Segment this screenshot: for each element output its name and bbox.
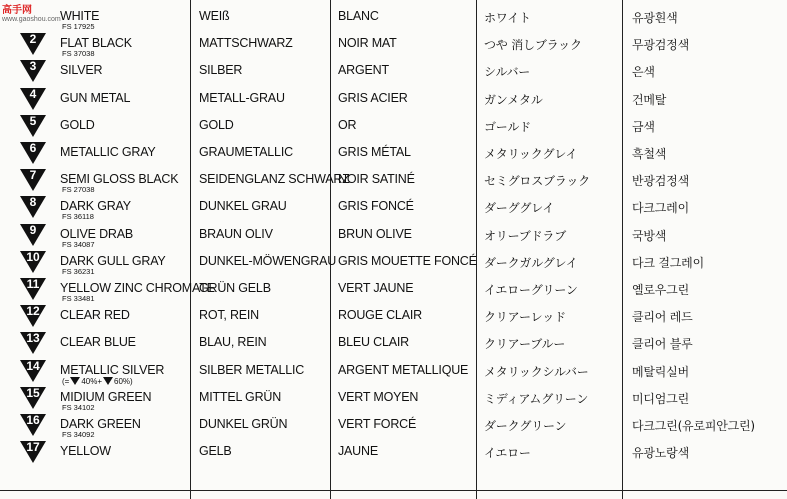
name-korean: 옐로우그린 bbox=[632, 283, 689, 297]
fs-code: FS 36231 bbox=[62, 266, 95, 276]
name-french: BLANC bbox=[338, 9, 379, 23]
table-row bbox=[0, 303, 787, 330]
color-number: 15 bbox=[26, 385, 40, 400]
name-french: BRUN OLIVE bbox=[338, 226, 412, 241]
name-japanese: クリアーレッド bbox=[484, 310, 566, 325]
fs-code: FS 34087 bbox=[62, 239, 95, 249]
name-german: METALL-GRAU bbox=[199, 90, 285, 105]
name-korean: 무광검정색 bbox=[632, 38, 689, 53]
name-japanese: メタリックグレイ bbox=[484, 147, 578, 161]
name-french: GRIS MÉTAL bbox=[338, 145, 411, 159]
name-korean: 미디엄그린 bbox=[632, 391, 689, 406]
name-korean: 클리어 블루 bbox=[632, 337, 693, 352]
name-english: GOLD bbox=[60, 117, 95, 132]
color-number: 9 bbox=[29, 222, 37, 237]
name-french: JAUNE bbox=[338, 444, 378, 459]
table-row bbox=[0, 113, 787, 140]
table-row bbox=[0, 439, 787, 466]
color-number: 6 bbox=[29, 141, 37, 155]
name-german: MITTEL GRÜN bbox=[199, 389, 282, 404]
name-japanese: メタリックシルバー bbox=[484, 364, 589, 379]
name-korean: 흑철색 bbox=[632, 147, 667, 161]
name-japanese: ゴールド bbox=[484, 119, 531, 134]
name-english: DARK GRAY bbox=[60, 199, 131, 214]
name-german: DUNKEL GRAU bbox=[199, 199, 287, 214]
bottom-rule bbox=[0, 490, 787, 491]
table-row bbox=[0, 249, 787, 276]
name-english: DARK GULL GRAY bbox=[60, 253, 166, 268]
name-korean: 다크그린(유로피안그린) bbox=[632, 419, 755, 433]
name-japanese: ホワイト bbox=[484, 11, 531, 25]
name-german: BLAU, REIN bbox=[199, 335, 267, 350]
name-french: ARGENT METALLIQUE bbox=[338, 362, 469, 377]
name-french: GRIS MOUETTE FONCÉ bbox=[338, 253, 477, 268]
name-french: ARGENT bbox=[338, 63, 389, 78]
name-korean: 건메탈 bbox=[632, 92, 667, 107]
table-row bbox=[0, 140, 787, 167]
name-german: SILBER METALLIC bbox=[199, 362, 305, 377]
color-number: 14 bbox=[26, 358, 40, 373]
name-korean: 국방색 bbox=[632, 228, 667, 243]
color-number: 13 bbox=[26, 331, 40, 346]
table-row bbox=[0, 222, 787, 249]
fs-code: FS 33481 bbox=[62, 294, 95, 303]
name-japanese: ダーググレイ bbox=[484, 201, 555, 216]
name-english: OLIVE DRAB bbox=[60, 226, 134, 241]
color-number: 16 bbox=[26, 413, 40, 427]
name-japanese: ミディアムグリーン bbox=[484, 391, 589, 406]
color-number: 2 bbox=[29, 32, 37, 47]
name-english: CLEAR BLUE bbox=[60, 335, 136, 350]
mini-badge-icon bbox=[103, 377, 113, 385]
name-english: GUN METAL bbox=[60, 90, 131, 105]
name-german: MATTSCHWARZ bbox=[199, 36, 293, 51]
name-french: ROUGE CLAIR bbox=[338, 308, 422, 323]
name-english: MIDIUM GREEN bbox=[60, 389, 152, 404]
color-number: 5 bbox=[29, 113, 37, 128]
name-german: ROT, REIN bbox=[199, 308, 260, 323]
name-german: SILBER bbox=[199, 63, 243, 78]
table-row bbox=[0, 4, 787, 31]
table-row bbox=[0, 167, 787, 194]
name-japanese: セミグロスブラック bbox=[484, 174, 590, 189]
name-korean: 다크그레이 bbox=[632, 201, 689, 216]
color-number: 7 bbox=[29, 168, 37, 183]
color-number: 12 bbox=[26, 304, 40, 319]
name-french: NOIR MAT bbox=[338, 36, 397, 51]
name-german: GOLD bbox=[199, 117, 234, 132]
name-french: GRIS FONCÉ bbox=[338, 199, 414, 214]
name-korean: 유광흰색 bbox=[632, 11, 678, 25]
fs-code: FS 34092 bbox=[62, 430, 95, 439]
mix-ratio: (= 40%+ 60%) bbox=[62, 376, 133, 386]
fs-code: FS 37038 bbox=[62, 49, 95, 59]
name-french: VERT FORCÉ bbox=[338, 417, 417, 431]
table-row bbox=[0, 58, 787, 85]
fs-code: FS 34102 bbox=[62, 402, 95, 412]
name-english: SEMI GLOSS BLACK bbox=[60, 172, 179, 187]
name-french: GRIS ACIER bbox=[338, 90, 408, 105]
name-english: YELLOW ZINC CHROMATE bbox=[60, 281, 215, 295]
table-row bbox=[0, 412, 787, 439]
name-english: SILVER bbox=[60, 63, 103, 78]
table-row bbox=[0, 276, 787, 303]
name-german: DUNKEL GRÜN bbox=[199, 417, 288, 431]
name-japanese: ダークガルグレイ bbox=[484, 255, 578, 270]
watermark-logo: 高手网 www.gaoshou.com bbox=[2, 5, 61, 23]
name-french: VERT MOYEN bbox=[338, 389, 419, 404]
name-korean: 다크 걸그레이 bbox=[632, 255, 704, 270]
name-french: NOIR SATINÉ bbox=[338, 172, 415, 187]
name-english: YELLOW bbox=[60, 444, 111, 459]
fs-code: FS 17925 bbox=[62, 22, 95, 31]
table-row bbox=[0, 358, 787, 385]
name-german: DUNKEL-MÖWENGRAU bbox=[199, 253, 337, 268]
name-korean: 메탈릭실버 bbox=[632, 364, 689, 379]
name-english: WHITE bbox=[60, 9, 100, 23]
name-german: WEIß bbox=[199, 9, 230, 23]
name-japanese: イエローグリーン bbox=[484, 283, 578, 297]
color-number: 17 bbox=[26, 440, 40, 455]
color-number: 8 bbox=[29, 195, 37, 210]
name-japanese: ガンメタル bbox=[484, 92, 543, 107]
fs-code: FS 27038 bbox=[62, 185, 95, 195]
name-korean: 은색 bbox=[632, 65, 655, 80]
name-german: GRAUMETALLIC bbox=[199, 145, 293, 159]
color-number: 11 bbox=[26, 277, 40, 291]
table-row bbox=[0, 385, 787, 412]
name-korean: 금색 bbox=[632, 119, 655, 134]
table-row bbox=[0, 330, 787, 357]
name-french: VERT JAUNE bbox=[338, 281, 414, 295]
name-english: FLAT BLACK bbox=[60, 36, 132, 51]
name-german: GRÜN GELB bbox=[199, 281, 271, 295]
name-french: OR bbox=[338, 117, 357, 132]
name-korean: 유광노랑색 bbox=[632, 446, 689, 461]
name-german: GELB bbox=[199, 444, 232, 459]
name-english: CLEAR RED bbox=[60, 308, 130, 323]
fs-code: FS 36118 bbox=[62, 212, 94, 222]
name-korean: 반광검정색 bbox=[632, 174, 689, 189]
table-row bbox=[0, 31, 787, 58]
color-number: 10 bbox=[26, 249, 40, 264]
name-english: METALLIC GRAY bbox=[60, 145, 156, 159]
table-row bbox=[0, 86, 787, 113]
color-number: 3 bbox=[29, 59, 37, 74]
name-japanese: イエロー bbox=[484, 446, 531, 461]
name-japanese: シルバー bbox=[484, 65, 531, 80]
color-number: 4 bbox=[29, 86, 37, 101]
name-english: DARK GREEN bbox=[60, 417, 141, 431]
name-german: SEIDENGLANZ SCHWARZ bbox=[199, 172, 350, 187]
name-japanese: クリアーブルー bbox=[484, 337, 566, 352]
mini-badge-icon bbox=[70, 377, 80, 385]
name-japanese: オリーブドラブ bbox=[484, 228, 567, 243]
name-japanese: つや 消しブラック bbox=[484, 38, 582, 53]
name-japanese: ダークグリーン bbox=[484, 419, 567, 433]
name-german: BRAUN OLIV bbox=[199, 226, 273, 241]
name-french: BLEU CLAIR bbox=[338, 335, 409, 350]
name-english: METALLIC SILVER bbox=[60, 362, 165, 377]
table-row bbox=[0, 194, 787, 221]
name-korean: 클리어 레드 bbox=[632, 310, 693, 325]
